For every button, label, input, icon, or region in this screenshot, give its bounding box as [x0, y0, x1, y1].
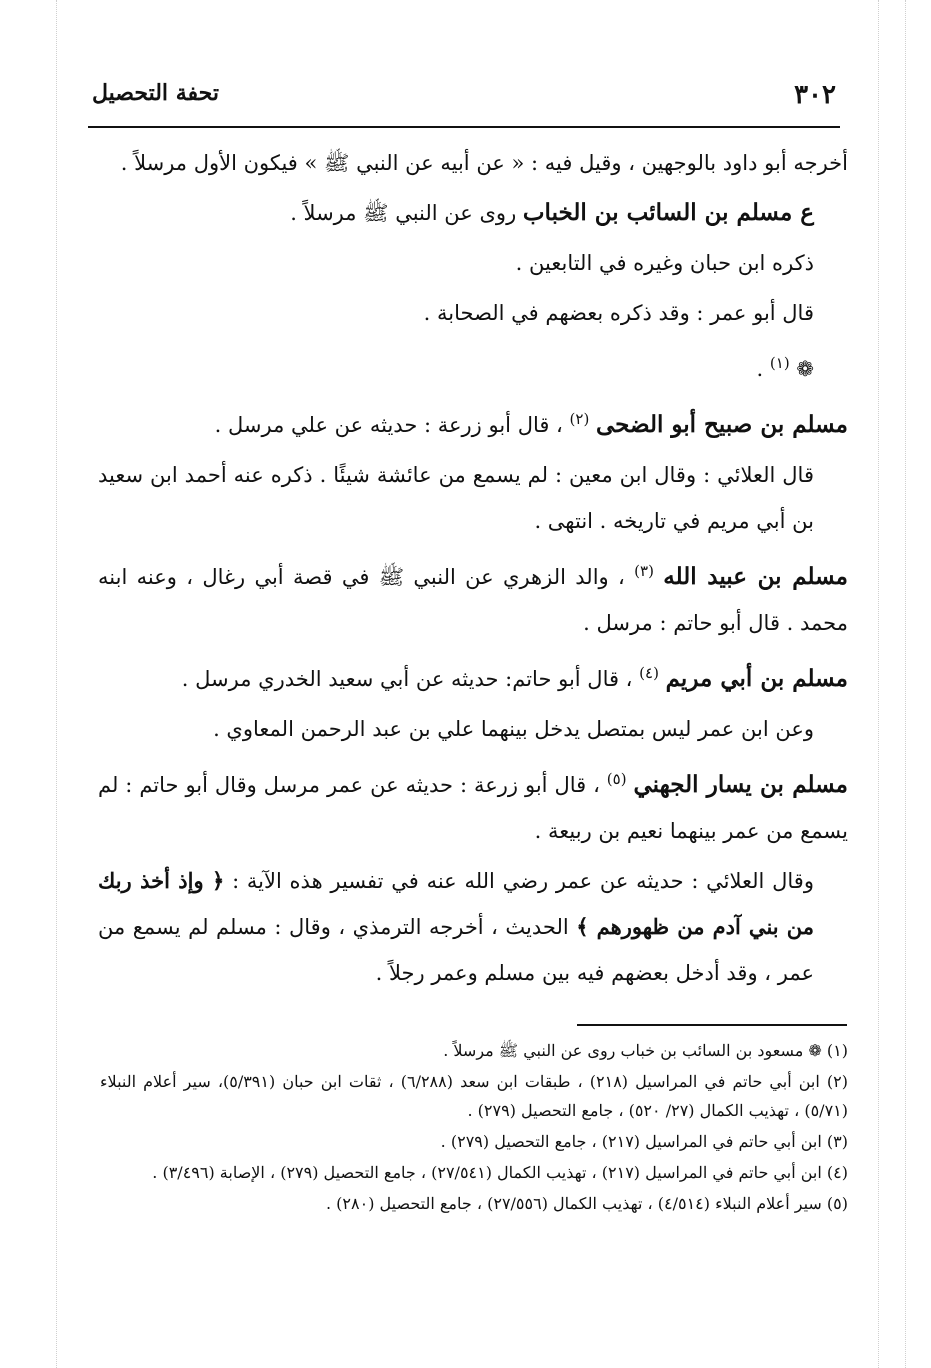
paragraph — [98, 858, 848, 996]
running-title: تحفة التحصيل — [92, 80, 219, 106]
entry-name: ع مسلم بن السائب بن الخباب — [522, 199, 814, 226]
paragraph: قال العلائي : وقال ابن معين : لم يسمع من عائشة شيئًا . ذكره عنه أحمد ابن سعيد بن أبي مريم في تاريخه . انتهى . — [98, 463, 814, 533]
entry-text: ، قال أبو زرعة : حديثه عن عمر مرسل وقال أبو حاتم : لم يسمع من عمر بينهما نعيم بن ربيعة . — [98, 773, 848, 843]
footnote-divider — [577, 1024, 847, 1026]
entry-name: مسلم بن صبيح أبو الضحى — [596, 411, 848, 438]
quran-verse: ﴿ وإذ أخذ ربك من بني آدم من ظهورهم ﴾ — [98, 868, 814, 939]
entry-name: مسلم بن يسار الجهني — [633, 771, 848, 798]
entry-muslim-ibn-ubaydullah — [98, 548, 848, 646]
paragraph: وعن ابن عمر ليس بمتصل يدخل بينهما علي بن عبد الرحمن المعاوي . — [213, 717, 814, 741]
period: . — [756, 357, 764, 381]
paragraph — [98, 340, 848, 392]
main-text — [98, 140, 848, 1000]
entry-muslim-ibn-abi-maryam — [98, 650, 848, 702]
text-span: وقال العلائي : حديثه عن عمر رضي الله عنه في تفسير هذه الآية : — [232, 869, 814, 893]
entry-text: ، والد الزهري عن النبي ﷺ في قصة أبي رغال ، وعنه ابنه محمد . قال أبو حاتم : مرسل . — [98, 565, 848, 635]
footnote-ref: (٣) — [634, 562, 654, 580]
entry-muslim-ibn-yasar — [98, 756, 848, 854]
footnote-ref: (٥) — [606, 770, 627, 788]
footnote: (١) ❁ مسعود بن السائب بن خباب روى عن النبي ﷺ مرسلاً . — [443, 1041, 848, 1060]
paragraph: أخرجه أبو داود بالوجهين ، وقيل فيه : « عن أبيه عن النبي ﷺ » فيكون الأول مرسلاً . — [120, 151, 848, 175]
entry-name: مسلم بن أبي مريم — [665, 665, 848, 692]
entry-muslim-ibn-al-saib — [98, 190, 848, 236]
footnote-ref: (١) — [769, 354, 790, 372]
footnote: (٤) ابن أبي حاتم في المراسيل (٢١٧) ، تهذيب الكمال (٢٧/٥٤١) ، جامع التحصيل (٢٧٩) ، الإصابة (٣/٤٩٦) . — [152, 1163, 848, 1182]
flower-mark-icon: ❁ — [796, 357, 814, 381]
paragraph: ذكره ابن حبان وغيره في التابعين . — [515, 251, 814, 275]
footnote: (٣) ابن أبي حاتم في المراسيل (٢١٧) ، جامع التحصيل (٢٧٩) . — [440, 1132, 848, 1151]
page-header — [88, 80, 840, 128]
text-span: الحديث ، أخرجه الترمذي ، وقال : مسلم لم يسمع من عمر ، وقد أدخل بعضهم فيه بين مسلم وعمر رجلاً . — [98, 915, 814, 985]
page-number: ٣٠٢ — [794, 80, 836, 110]
footnote: (٢) ابن أبي حاتم في المراسيل (٢١٨) ، طبقات ابن سعد (٦/٢٨٨) ، ثقات ابن حبان (٥/٣٩١)، سير أعلام النبلاء (٥/٧١) ، تهذيب الكمال (٢٧/ ٥٢٠) ، جامع التحصيل (٢٧٩) . — [100, 1072, 848, 1120]
footnote: (٥) سير أعلام النبلاء (٤/٥١٤) ، تهذيب الكمال (٢٧/٥٥٦) ، جامع التحصيل (٢٨٠) . — [326, 1194, 848, 1213]
footnotes — [100, 1036, 848, 1220]
entry-text: ، قال أبو حاتم: حديثه عن أبي سعيد الخدري مرسل . — [181, 667, 633, 691]
paragraph: قال أبو عمر : وقد ذكره بعضهم في الصحابة . — [423, 301, 814, 325]
entry-text: ، قال أبو زرعة : حديثه عن علي مرسل . — [214, 413, 563, 437]
entry-text: روى عن النبي ﷺ مرسلاً . — [290, 201, 517, 225]
entry-name: مسلم بن عبيد الله — [663, 563, 848, 590]
footnote-ref: (٤) — [639, 664, 659, 682]
entry-muslim-ibn-subayh — [98, 396, 848, 448]
footnote-ref: (٢) — [569, 410, 590, 428]
